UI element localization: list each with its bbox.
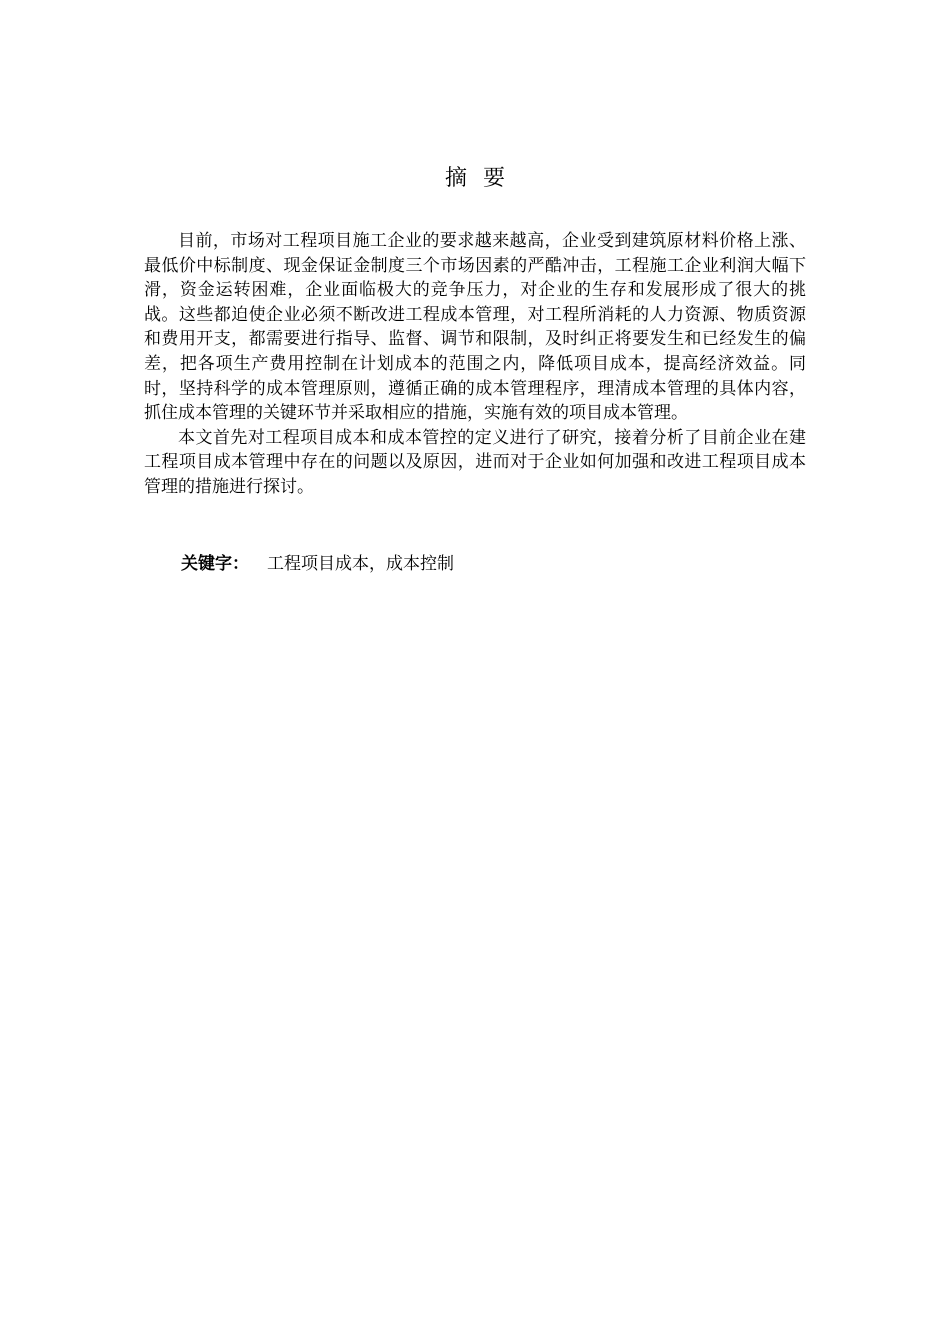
abstract-paragraph-1: 目前，市场对工程项目施工企业的要求越来越高，企业受到建筑原材料价格上涨、最低价中标制度、现金保证金制度三个市场因素的严酷冲击，工程施工企业利润大幅下滑，资金运转困难，企业面临极大的竞争压力，对企业的生存和发展形成了很大的挑战。这些都迫使企业必须不断改进工程成本管理，对工程所消耗的人力资源、物质资源和费用开支，都需要进行指导、监督、调节和限制，及时纠正将要发生和已经发生的偏差，把各项生产费用控制在计划成本的范围之内，降低项目成本，提高经济效益。同时，坚持科学的成本管理原则，遵循正确的成本管理程序，理清成本管理的具体内容，抓住成本管理的关键环节并采取相应的措施，实施有效的项目成本管理。	[144, 231, 806, 424]
abstract-paragraph-2: 本文首先对工程项目成本和成本管控的定义进行了研究，接着分析了目前企业在建工程项目成本管理中存在的问题以及原因，进而对于企业如何加强和改进工程项目成本管理的措施进行探讨。	[144, 427, 806, 497]
abstract-body	[144, 229, 806, 500]
keywords-line	[181, 552, 454, 576]
keywords-value: 工程项目成本，成本控制	[267, 554, 454, 574]
abstract-title: 摘要	[444, 166, 521, 191]
keywords-label: 关键字：	[181, 554, 249, 574]
